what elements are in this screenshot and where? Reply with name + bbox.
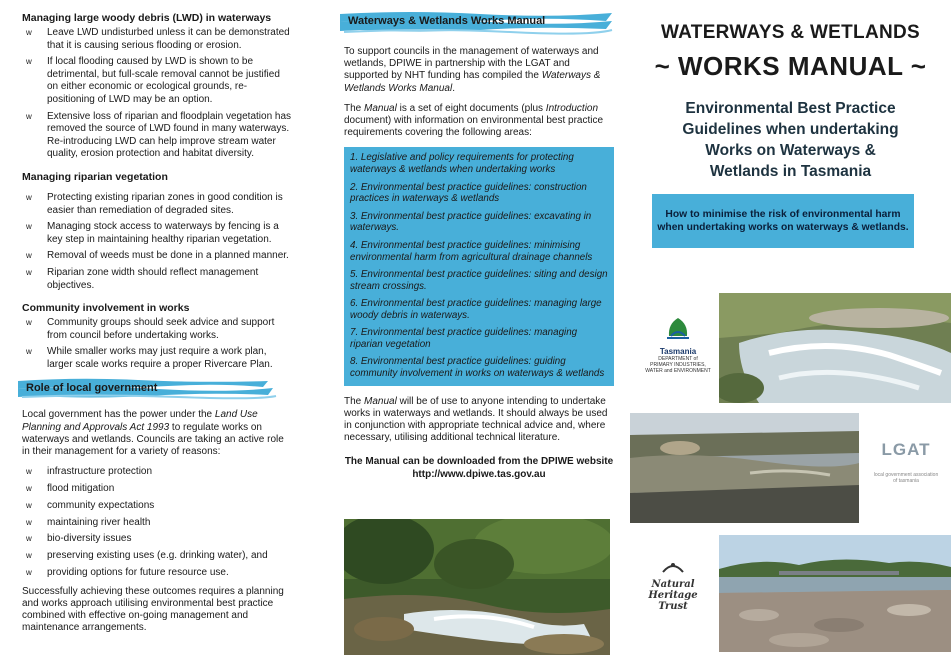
riparian-heading: Managing riparian vegetation — [22, 170, 168, 183]
bullet-icon: w — [26, 192, 32, 202]
title-line-2: ~ WORKS MANUAL ~ — [654, 51, 927, 81]
list-item: w Extensive loss of riparian and floodplain vegetation has removed the source of LWD found in many waterways. Re-introducing LWD can help improve stream water quality, erosion protection and habitat diversity. — [26, 110, 292, 160]
dpiwe-website-link[interactable]: http://www.dpiwe.tas.gov.au — [412, 468, 546, 480]
list-item: w maintaining river health — [26, 516, 151, 528]
list-item: 3. Environmental best practice guidelines: excavating in waterways. — [350, 210, 592, 234]
bullet-icon: w — [26, 28, 32, 37]
title-line-1: WATERWAYS & WETLANDS — [661, 22, 920, 43]
list-item: w Protecting existing riparian zones in good condition is easier than remediation of degraded sites. — [26, 191, 283, 216]
local-gov-title: Role of local government — [26, 382, 158, 395]
list-item: w Leave LWD undisturbed unless it can be demonstrated that it is causing serious flooding or erosion. — [26, 27, 290, 51]
riparian-list — [22, 192, 292, 292]
closing-paragraph: Successfully achieving these outcomes requires a planning and works approach utilising environmental best practice combined with effective on-going management and maintenance arrangements. — [22, 585, 284, 634]
bullet-icon: w — [26, 251, 32, 261]
list-item: 1. Legislative and policy requirements for protecting waterways & wetlands when undertaking works — [350, 152, 574, 176]
bullet-icon: w — [26, 551, 32, 561]
middle-panel — [344, 0, 614, 671]
bullet-icon: w — [26, 517, 32, 527]
list-item: 5. Environmental best practice guidelines: siting and design stream crossings. — [350, 268, 608, 292]
bullet-icon: w — [26, 318, 32, 328]
download-notice: The Manual can be downloaded from the DPIWE website http://www.dpiwe.tas.gov.au — [344, 456, 614, 480]
reasons-list — [22, 466, 292, 579]
list-item: 2. Environmental best practice guidelines: construction practices in waterways & wetlands — [350, 181, 587, 205]
manual-set-paragraph: The Manual is a set of eight documents (plus Introduction document) with information on environmental best practice requirements covering the following areas: — [344, 102, 604, 139]
rapids-photo — [719, 293, 951, 403]
stream-photo — [344, 519, 610, 655]
list-item: w While smaller works may just require a work plan, larger scale works require a proper Rivercare Plan. — [26, 346, 273, 370]
community-heading: Community involvement in works — [22, 302, 190, 315]
manual-use-paragraph: The Manual will be of use to anyone intending to undertake works in waterways and wetlands. It should always be used in conjunction with appropriate technical advice and, where necessary, utilising additional technical literature. — [344, 395, 608, 444]
list-item: w infrastructure protection — [26, 466, 153, 478]
bullet-icon: w — [26, 484, 32, 494]
dpiwe-logo: Tasmania DEPARTMENT of PRIMARY INDUSTRIES, WATER and ENVIRONMENT — [640, 316, 716, 374]
list-item: w flood mitigation — [26, 483, 115, 495]
lwd-list — [22, 27, 292, 161]
list-item: w Managing stock access to waterways by fencing is a key step in maintaining healthy riparian vegetation. — [26, 221, 279, 245]
bullet-icon: w — [26, 534, 32, 544]
right-panel — [630, 0, 951, 671]
nht-logo: Natural Heritage Trust — [646, 560, 700, 612]
left-panel — [22, 0, 292, 671]
riverbed-photo-image — [719, 535, 951, 652]
community-list — [22, 317, 292, 371]
bullet-icon: w — [26, 567, 32, 577]
list-item: w Community groups should seek advice and support from council before undertaking works. — [26, 317, 275, 341]
list-item: w Removal of weeds must be done in a planned manner. — [26, 250, 289, 262]
local-gov-banner — [18, 377, 292, 401]
list-item: w preserving existing uses (e.g. drinking water), and — [26, 550, 268, 562]
lwd-heading: Managing large woody debris (LWD) in waterways — [22, 12, 272, 24]
bullet-icon: w — [26, 57, 32, 67]
bullet-icon: w — [26, 222, 32, 232]
tagline-box: How to minimise the risk of environmental harm when undertaking works on waterways & wetlands. — [652, 194, 914, 248]
list-item: w Riparian zone width should reflect management objectives. — [26, 266, 259, 291]
works-site-photo-image — [630, 413, 859, 523]
list-item: 6. Environmental best practice guidelines: managing large woody debris in waterways. — [350, 297, 602, 321]
list-item: w bio-diversity issues — [26, 533, 132, 545]
stream-photo-image — [344, 519, 610, 655]
works-site-photo — [630, 413, 859, 523]
bullet-icon: w — [26, 267, 32, 277]
list-item: 8. Environmental best practice guidelines: guiding community involvement in works on waterways & wetlands — [350, 356, 605, 379]
bullet-icon: w — [26, 467, 32, 477]
manual-intro: To support councils in the management of waterways and wetlands, DPIWE in partnership with the LGAT and supported by NHT funding has compiled the Waterways & Wetlands Works Manual. — [344, 46, 601, 94]
list-item: 7. Environmental best practice guidelines: managing riparian vegetation — [350, 326, 578, 350]
manual-banner-title: Waterways & Wetlands Works Manual — [348, 15, 546, 27]
lgat-logo: LGAT local government association of tasmania — [873, 440, 939, 484]
riverbed-photo — [719, 535, 951, 652]
list-item: w community expectations — [26, 499, 155, 511]
manual-banner — [340, 10, 614, 34]
local-gov-intro: Local government has the power under the Land Use Planning and Approvals Act 1993 to regulate works on waterways and wetlands. Councils are taking an active role in their management for a variety of reasons: — [22, 409, 284, 458]
list-item: w providing options for future resource use. — [26, 566, 229, 578]
subtitle: Environmental Best Practice Guidelines when undertaking Works on Waterways & Wetlands in Tasmania — [682, 100, 899, 180]
list-item: w If local flooding caused by LWD is shown to be detrimental, but full-scale removal cannot be justified on either economic or ecological grounds, re-positioning of LWD may be an option. — [26, 56, 280, 105]
rapids-photo-image — [719, 293, 951, 403]
tasmania-emblem-icon — [663, 316, 693, 342]
bullet-icon: w — [26, 347, 32, 357]
areas-list — [350, 152, 608, 379]
areas-box — [344, 147, 614, 385]
bullet-icon: w — [26, 500, 32, 510]
nht-emblem-icon — [661, 560, 685, 574]
list-item: 4. Environmental best practice guidelines: minimising environmental harm from agricultural drainage channels — [350, 239, 593, 263]
bullet-icon: w — [26, 111, 32, 121]
